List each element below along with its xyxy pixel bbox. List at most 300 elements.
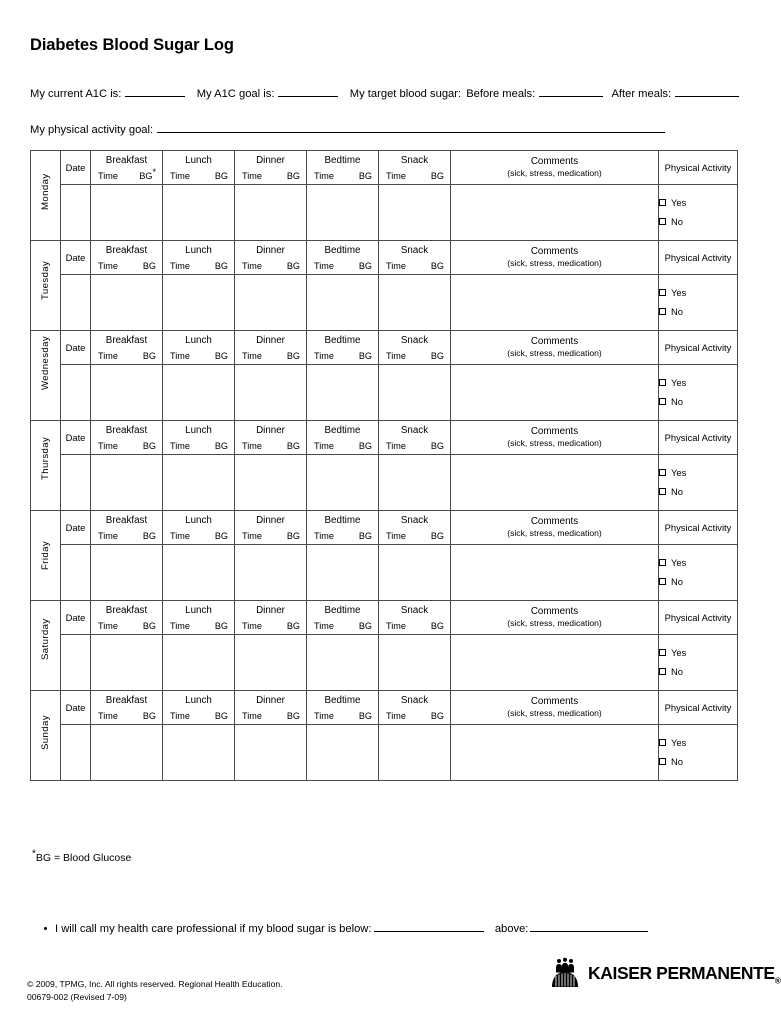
kaiser-permanente-mark-icon xyxy=(549,958,581,988)
meal-subheaders xyxy=(379,441,450,451)
blood-sugar-below-input[interactable] xyxy=(374,921,484,932)
bg-sublabel: BG xyxy=(142,710,156,721)
time-sublabel: Time xyxy=(386,620,406,631)
time-sublabel: Time xyxy=(98,620,118,631)
meal-header-lunch xyxy=(163,691,235,725)
meal-header-breakfast xyxy=(91,601,163,635)
bg-sublabel: BG xyxy=(430,440,444,451)
meal-subheaders xyxy=(163,351,234,361)
meal-entry-lunch[interactable] xyxy=(163,365,235,421)
meal-entry-snack[interactable] xyxy=(379,635,451,691)
bg-sublabel: BG xyxy=(430,530,444,541)
physical-activity-option-yes[interactable] xyxy=(659,734,737,753)
brand-name-text: KAISER PERMANENTE xyxy=(588,962,775,983)
meal-entry-breakfast[interactable] xyxy=(91,365,163,421)
day-label-cell-wednesday xyxy=(31,331,61,421)
physical-activity-option-yes[interactable] xyxy=(659,554,737,573)
bg-sublabel: BG xyxy=(214,530,228,541)
call-statement-text: I will call my health care professional if my blood sugar is below: xyxy=(55,923,372,935)
meal-subheaders xyxy=(379,261,450,271)
meal-header-lunch xyxy=(163,331,235,365)
meal-entry-breakfast[interactable] xyxy=(91,275,163,331)
date-header-cell: Date xyxy=(61,331,91,365)
meal-entry-bedtime[interactable] xyxy=(307,275,379,331)
date-header-cell: Date xyxy=(61,151,91,185)
bg-sublabel-wrap xyxy=(143,531,156,541)
bg-sublabel: BG xyxy=(214,620,228,631)
date-entry-cell[interactable] xyxy=(61,635,91,691)
meal-name-label: Breakfast xyxy=(105,154,148,166)
time-sublabel: Time xyxy=(170,710,190,721)
checkbox-icon[interactable] xyxy=(659,308,666,315)
bg-sublabel-wrap xyxy=(359,441,372,451)
bg-sublabel: BG xyxy=(286,440,300,451)
meal-subheaders xyxy=(307,621,378,631)
physical-activity-option-label: Yes xyxy=(671,556,687,568)
bg-sublabel: BG xyxy=(286,170,300,181)
bg-sublabel: BG xyxy=(358,440,372,451)
date-header-cell: Date xyxy=(61,601,91,635)
checkbox-icon[interactable] xyxy=(659,578,666,585)
bg-sublabel-wrap xyxy=(143,441,156,451)
meal-name-label: Bedtime xyxy=(324,154,361,166)
meal-entry-snack[interactable] xyxy=(379,185,451,241)
comments-header-cell xyxy=(451,511,659,545)
blood-sugar-above-input[interactable] xyxy=(530,921,648,932)
meal-entry-dinner[interactable] xyxy=(235,185,307,241)
bg-sublabel-wrap xyxy=(359,711,372,721)
meal-name-label: Lunch xyxy=(185,244,212,256)
meal-name-label: Bedtime xyxy=(324,244,361,256)
physical-activity-option-no[interactable] xyxy=(659,303,737,322)
meal-header-lunch xyxy=(163,421,235,455)
comments-header-cell xyxy=(451,601,659,635)
asterisk-marker: * xyxy=(32,848,36,860)
meal-name-label: Dinner xyxy=(256,424,285,436)
comments-subheader-label: (sick, stress, medication) xyxy=(507,618,602,629)
physical-activity-goal-input[interactable] xyxy=(157,122,665,133)
meal-entry-lunch[interactable] xyxy=(163,275,235,331)
bullet-icon xyxy=(44,927,47,930)
time-sublabel: Time xyxy=(242,710,262,721)
bg-sublabel-wrap xyxy=(215,621,228,631)
meal-entry-bedtime[interactable] xyxy=(307,365,379,421)
meal-entry-bedtime[interactable] xyxy=(307,185,379,241)
bg-sublabel-wrap xyxy=(431,621,444,631)
meal-entry-snack[interactable] xyxy=(379,365,451,421)
physical-activity-option-label: Yes xyxy=(671,286,687,298)
meal-entry-breakfast[interactable] xyxy=(91,185,163,241)
bg-sublabel: BG xyxy=(142,530,156,541)
a1c-goal-label: My A1C goal is: xyxy=(196,88,275,100)
bg-sublabel: BG xyxy=(139,170,153,181)
meal-subheaders xyxy=(379,351,450,361)
bg-sublabel: BG xyxy=(430,710,444,721)
meal-header-breakfast xyxy=(91,151,163,185)
registered-trademark-icon: ® xyxy=(774,975,781,985)
meal-entry-snack[interactable] xyxy=(379,455,451,511)
comments-entry-cell[interactable] xyxy=(451,455,659,511)
bg-sublabel-wrap xyxy=(143,351,156,361)
copyright-line-2: 00679-002 (Revised 7-09) xyxy=(27,992,127,1003)
bg-sublabel-wrap xyxy=(215,441,228,451)
day-label: Tuesday xyxy=(40,260,51,300)
comments-entry-cell[interactable] xyxy=(451,275,659,331)
day-entry-row xyxy=(31,275,738,331)
meal-entry-snack[interactable] xyxy=(379,545,451,601)
comments-subheader-label: (sick, stress, medication) xyxy=(507,528,602,539)
bg-sublabel-wrap xyxy=(143,261,156,271)
comments-subheader-label: (sick, stress, medication) xyxy=(507,258,602,269)
meal-name-label: Breakfast xyxy=(105,514,148,526)
meal-subheaders xyxy=(235,441,306,451)
bg-sublabel: BG xyxy=(430,620,444,631)
physical-activity-option-no[interactable] xyxy=(659,663,737,682)
meal-subheaders xyxy=(163,621,234,631)
comments-header-label: Comments xyxy=(530,246,579,258)
meal-name-label: Snack xyxy=(400,424,429,436)
bg-sublabel-wrap xyxy=(359,171,372,181)
day-label-cell-tuesday xyxy=(31,241,61,331)
meal-entry-dinner[interactable] xyxy=(235,275,307,331)
physical-activity-option-no[interactable] xyxy=(659,213,737,232)
meal-subheaders xyxy=(91,166,162,181)
bg-sublabel: BG xyxy=(358,710,372,721)
physical-activity-option-label: No xyxy=(671,305,683,317)
day-label-cell-friday xyxy=(31,511,61,601)
meal-header-bedtime xyxy=(307,241,379,275)
meal-header-breakfast xyxy=(91,331,163,365)
a1c-goal-input[interactable] xyxy=(278,86,338,97)
time-sublabel: Time xyxy=(242,170,262,181)
physical-activity-option-no[interactable] xyxy=(659,573,737,592)
meal-header-dinner xyxy=(235,421,307,455)
date-entry-cell[interactable] xyxy=(61,725,91,781)
meal-name-label: Breakfast xyxy=(105,604,148,616)
meal-entry-dinner[interactable] xyxy=(235,365,307,421)
time-sublabel: Time xyxy=(170,440,190,451)
checkbox-icon[interactable] xyxy=(659,379,666,386)
kaiser-permanente-logo xyxy=(549,958,781,988)
meal-header-bedtime xyxy=(307,151,379,185)
meal-name-label: Bedtime xyxy=(324,334,361,346)
bg-sublabel: BG xyxy=(142,620,156,631)
physical-activity-goal-label: My physical activity goal: xyxy=(30,124,154,136)
meal-entry-dinner[interactable] xyxy=(235,545,307,601)
bg-definition-text: BG = Blood Glucose xyxy=(35,852,132,864)
time-sublabel: Time xyxy=(98,440,118,451)
date-entry-cell[interactable] xyxy=(61,455,91,511)
time-sublabel: Time xyxy=(170,530,190,541)
meal-name-label: Bedtime xyxy=(324,424,361,436)
meal-subheaders xyxy=(91,531,162,541)
day-entry-row xyxy=(31,185,738,241)
time-sublabel: Time xyxy=(98,350,118,361)
day-label: Saturday xyxy=(40,618,51,660)
physical-activity-option-yes[interactable] xyxy=(659,464,737,483)
time-sublabel: Time xyxy=(314,530,334,541)
bg-sublabel: BG xyxy=(142,350,156,361)
meal-entry-snack[interactable] xyxy=(379,725,451,781)
bg-sublabel-wrap xyxy=(215,351,228,361)
checkbox-icon[interactable] xyxy=(659,488,666,495)
meal-entry-lunch[interactable] xyxy=(163,635,235,691)
day-label: Monday xyxy=(40,173,51,210)
physical-activity-option-yes[interactable] xyxy=(659,194,737,213)
comments-subheader-label: (sick, stress, medication) xyxy=(507,438,602,449)
checkbox-icon[interactable] xyxy=(659,289,666,296)
physical-activity-header-cell: Physical Activity xyxy=(659,421,738,455)
time-sublabel: Time xyxy=(242,530,262,541)
checkbox-icon[interactable] xyxy=(659,199,666,206)
meal-header-breakfast xyxy=(91,421,163,455)
bg-sublabel: BG xyxy=(358,530,372,541)
time-sublabel: Time xyxy=(386,530,406,541)
time-sublabel: Time xyxy=(314,440,334,451)
meal-entry-breakfast[interactable] xyxy=(91,545,163,601)
bg-sublabel: BG xyxy=(142,260,156,271)
time-sublabel: Time xyxy=(98,260,118,271)
date-entry-cell[interactable] xyxy=(61,545,91,601)
bg-sublabel: BG xyxy=(358,170,372,181)
meal-name-label: Dinner xyxy=(256,244,285,256)
checkbox-icon[interactable] xyxy=(659,469,666,476)
day-header-row xyxy=(31,421,738,455)
after-meals-input[interactable] xyxy=(675,86,739,97)
checkbox-icon[interactable] xyxy=(659,739,666,746)
meal-entry-bedtime[interactable] xyxy=(307,635,379,691)
date-entry-cell[interactable] xyxy=(61,275,91,331)
meal-header-bedtime xyxy=(307,601,379,635)
date-entry-cell[interactable] xyxy=(61,365,91,421)
bg-sublabel-wrap xyxy=(431,351,444,361)
comments-header-label: Comments xyxy=(530,156,579,168)
bg-sublabel-wrap xyxy=(287,261,300,271)
checkbox-icon[interactable] xyxy=(659,559,666,566)
meal-subheaders xyxy=(307,711,378,721)
physical-activity-header-cell: Physical Activity xyxy=(659,691,738,725)
meal-subheaders xyxy=(163,531,234,541)
meal-subheaders xyxy=(307,171,378,181)
meal-entry-lunch[interactable] xyxy=(163,185,235,241)
blood-sugar-log-table xyxy=(30,150,738,781)
day-entry-row xyxy=(31,365,738,421)
time-sublabel: Time xyxy=(386,350,406,361)
day-label: Thursday xyxy=(40,436,51,480)
meal-entry-dinner[interactable] xyxy=(235,725,307,781)
physical-activity-option-label: No xyxy=(671,755,683,767)
physical-activity-option-label: Yes xyxy=(671,196,687,208)
meal-header-breakfast xyxy=(91,511,163,545)
meal-header-dinner xyxy=(235,511,307,545)
comments-entry-cell[interactable] xyxy=(451,635,659,691)
day-label: Friday xyxy=(40,540,51,570)
copyright-line-1: © 2009, TPMG, Inc. All rights reserved. Regional Health Education. xyxy=(27,979,283,989)
day-label-cell-monday xyxy=(31,151,61,241)
checkbox-icon[interactable] xyxy=(659,649,666,656)
checkbox-icon[interactable] xyxy=(659,668,666,675)
meal-header-snack xyxy=(379,331,451,365)
meal-name-label: Breakfast xyxy=(105,424,148,436)
meal-name-label: Dinner xyxy=(256,154,285,166)
bg-sublabel: BG xyxy=(430,350,444,361)
comments-entry-cell[interactable] xyxy=(451,545,659,601)
physical-activity-goal-row xyxy=(30,122,667,136)
bg-sublabel-wrap xyxy=(139,166,156,181)
physical-activity-option-yes[interactable] xyxy=(659,374,737,393)
comments-header-label: Comments xyxy=(530,606,579,618)
above-label: above: xyxy=(494,923,529,935)
physical-activity-entry-cell xyxy=(659,365,738,421)
physical-activity-option-label: No xyxy=(671,485,683,497)
meal-header-lunch xyxy=(163,151,235,185)
meal-name-label: Bedtime xyxy=(324,514,361,526)
meal-subheaders xyxy=(235,261,306,271)
meal-name-label: Lunch xyxy=(185,694,212,706)
comments-entry-cell[interactable] xyxy=(451,185,659,241)
meal-name-label: Dinner xyxy=(256,514,285,526)
meal-name-label: Dinner xyxy=(256,604,285,616)
meal-entry-lunch[interactable] xyxy=(163,455,235,511)
meal-header-lunch xyxy=(163,601,235,635)
day-label-cell-saturday xyxy=(31,601,61,691)
meal-name-label: Breakfast xyxy=(105,694,148,706)
meal-name-label: Lunch xyxy=(185,514,212,526)
after-meals-label: After meals: xyxy=(611,88,672,100)
physical-activity-option-no[interactable] xyxy=(659,393,737,412)
meal-entry-snack[interactable] xyxy=(379,275,451,331)
bg-sublabel-wrap xyxy=(287,621,300,631)
time-sublabel: Time xyxy=(170,170,190,181)
meal-header-bedtime xyxy=(307,511,379,545)
time-sublabel: Time xyxy=(386,710,406,721)
date-header-cell: Date xyxy=(61,691,91,725)
meal-subheaders xyxy=(307,351,378,361)
physical-activity-entry-cell xyxy=(659,185,738,241)
bg-sublabel-wrap xyxy=(359,351,372,361)
before-meals-input[interactable] xyxy=(539,86,603,97)
date-entry-cell[interactable] xyxy=(61,185,91,241)
comments-header-cell xyxy=(451,331,659,365)
bg-sublabel-wrap xyxy=(431,171,444,181)
bg-sublabel-wrap xyxy=(215,711,228,721)
time-sublabel: Time xyxy=(314,260,334,271)
day-entry-row xyxy=(31,545,738,601)
comments-header-label: Comments xyxy=(530,516,579,528)
meal-entry-bedtime[interactable] xyxy=(307,455,379,511)
comments-entry-cell[interactable] xyxy=(451,365,659,421)
meal-subheaders xyxy=(163,711,234,721)
day-label-cell-sunday xyxy=(31,691,61,781)
bg-sublabel-wrap xyxy=(287,711,300,721)
meal-subheaders xyxy=(163,261,234,271)
physical-activity-header-cell: Physical Activity xyxy=(659,151,738,185)
meal-header-breakfast xyxy=(91,691,163,725)
time-sublabel: Time xyxy=(242,260,262,271)
meal-header-dinner xyxy=(235,331,307,365)
physical-activity-entry-cell xyxy=(659,455,738,511)
bg-sublabel: BG xyxy=(358,620,372,631)
comments-header-cell xyxy=(451,151,659,185)
checkbox-icon[interactable] xyxy=(659,398,666,405)
bg-sublabel-wrap xyxy=(359,531,372,541)
bg-sublabel-wrap xyxy=(287,441,300,451)
bg-sublabel: BG xyxy=(358,350,372,361)
comments-subheader-label: (sick, stress, medication) xyxy=(507,348,602,359)
physical-activity-option-no[interactable] xyxy=(659,753,737,772)
day-entry-row xyxy=(31,455,738,511)
copyright-block xyxy=(27,978,283,1005)
date-header-cell: Date xyxy=(61,241,91,275)
meal-name-label: Dinner xyxy=(256,694,285,706)
comments-entry-cell[interactable] xyxy=(451,725,659,781)
meal-entry-dinner[interactable] xyxy=(235,635,307,691)
physical-activity-option-label: Yes xyxy=(671,646,687,658)
bg-sublabel-wrap xyxy=(431,711,444,721)
meal-header-dinner xyxy=(235,601,307,635)
physical-activity-option-label: No xyxy=(671,395,683,407)
meal-subheaders xyxy=(235,171,306,181)
bg-sublabel: BG xyxy=(214,710,228,721)
day-entry-row xyxy=(31,635,738,691)
meal-subheaders xyxy=(379,531,450,541)
meal-entry-bedtime[interactable] xyxy=(307,725,379,781)
bg-sublabel: BG xyxy=(142,440,156,451)
time-sublabel: Time xyxy=(98,530,118,541)
day-header-row xyxy=(31,331,738,365)
meal-entry-breakfast[interactable] xyxy=(91,455,163,511)
physical-activity-option-no[interactable] xyxy=(659,483,737,502)
time-sublabel: Time xyxy=(170,620,190,631)
time-sublabel: Time xyxy=(242,620,262,631)
physical-activity-entry-cell xyxy=(659,275,738,331)
meal-name-label: Lunch xyxy=(185,154,212,166)
time-sublabel: Time xyxy=(98,170,118,181)
bg-sublabel-wrap xyxy=(431,441,444,451)
day-label: Sunday xyxy=(40,715,51,750)
meal-entry-breakfast[interactable] xyxy=(91,635,163,691)
meal-header-snack xyxy=(379,511,451,545)
bg-sublabel-wrap xyxy=(287,351,300,361)
before-meals-label: Before meals: xyxy=(466,88,536,100)
bg-sublabel: BG xyxy=(214,350,228,361)
day-label-cell-thursday xyxy=(31,421,61,511)
meal-entry-bedtime[interactable] xyxy=(307,545,379,601)
day-entry-row xyxy=(31,725,738,781)
comments-header-label: Comments xyxy=(530,336,579,348)
meal-subheaders xyxy=(379,171,450,181)
physical-activity-entry-cell xyxy=(659,545,738,601)
current-a1c-input[interactable] xyxy=(125,86,185,97)
physical-activity-option-label: No xyxy=(671,575,683,587)
physical-activity-option-yes[interactable] xyxy=(659,644,737,663)
meal-name-label: Snack xyxy=(400,604,429,616)
checkbox-icon[interactable] xyxy=(659,758,666,765)
physical-activity-option-yes[interactable] xyxy=(659,284,737,303)
meal-subheaders xyxy=(307,261,378,271)
meal-header-dinner xyxy=(235,691,307,725)
comments-header-cell xyxy=(451,421,659,455)
time-sublabel: Time xyxy=(314,710,334,721)
bg-definition-note xyxy=(32,848,132,864)
checkbox-icon[interactable] xyxy=(659,218,666,225)
meal-entry-breakfast[interactable] xyxy=(91,725,163,781)
meal-entry-lunch[interactable] xyxy=(163,545,235,601)
meal-entry-lunch[interactable] xyxy=(163,725,235,781)
meal-entry-dinner[interactable] xyxy=(235,455,307,511)
meal-name-label: Breakfast xyxy=(105,334,148,346)
meal-header-lunch xyxy=(163,241,235,275)
